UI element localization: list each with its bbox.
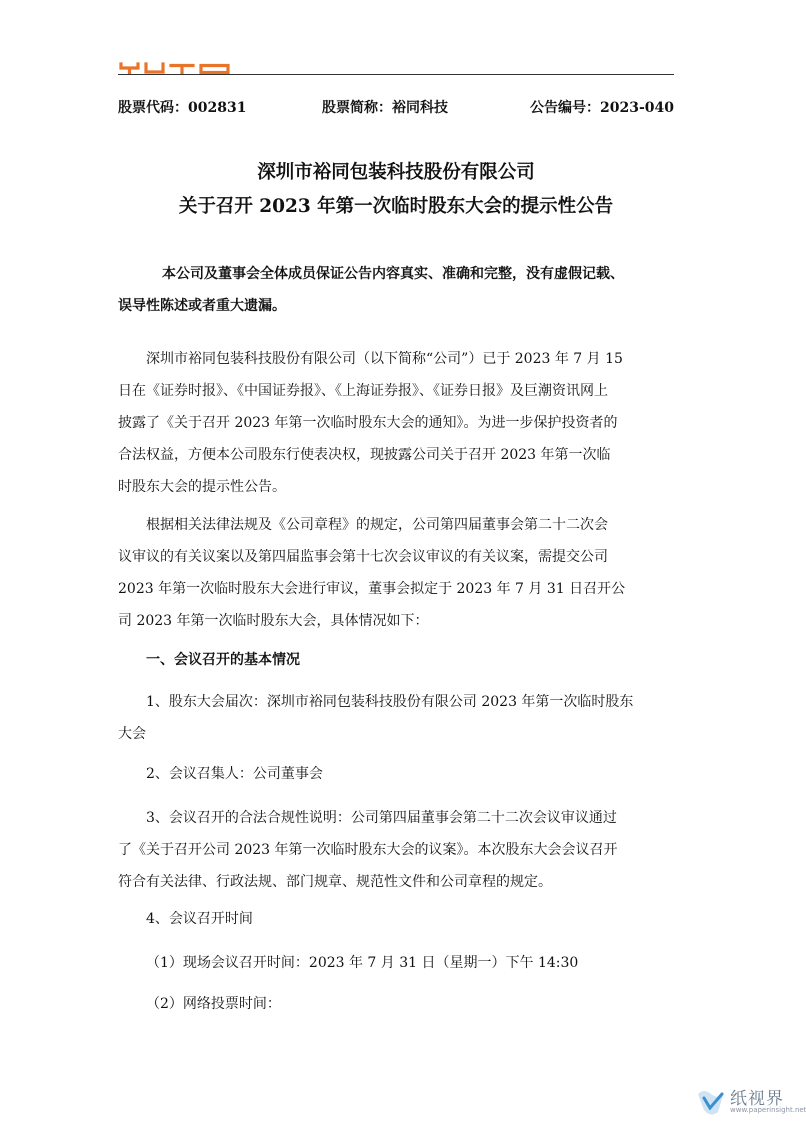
paragraph-line: 深圳市裕同包装科技股份有限公司（以下简称“公司”）已于 2023 年 7 月 15 — [146, 351, 623, 367]
item-line: 4、会议召开时间 — [146, 911, 253, 927]
item-line: 大会 — [118, 726, 146, 742]
item-line: （2）网络投票时间： — [146, 996, 281, 1012]
paragraph-line: 根据相关法律法规及《公司章程》的规定，公司第四届董事会第二十二次会 — [146, 517, 608, 533]
item-line: （1）现场会议召开时间：2023 年 7 月 31 日（星期一）下午 14:30 — [146, 955, 579, 971]
item-2 — [118, 758, 674, 790]
paragraph-line: 司 2023 年第一次临时股东大会，具体情况如下： — [118, 613, 429, 629]
item-4-1 — [118, 947, 674, 979]
header-rule — [118, 74, 674, 75]
section-heading-text: 一、会议召开的基本情况 — [146, 652, 300, 668]
item-line: 2、会议召集人：公司董事会 — [146, 766, 323, 782]
item-4 — [118, 903, 674, 935]
stock-code: 股票代码：002831 — [118, 100, 247, 116]
title-line-2: 关于召开 2023 年第一次临时股东大会的提示性公告 — [178, 196, 614, 217]
paragraph-line: 时股东大会的提示性公告。 — [118, 479, 286, 495]
paragraph-line: 2023 年第一次临时股东大会进行审议，董事会拟定于 2023 年 7 月 31 日召开公 — [118, 581, 626, 597]
notice-number: 公告编号：2023-040 — [530, 100, 674, 116]
company-logo — [118, 56, 232, 76]
watermark-text: 纸视界 — [730, 1089, 784, 1109]
statement-line: 本公司及董事会全体成员保证公告内容真实、准确和完整，没有虚假记载、 — [162, 266, 624, 282]
item-3 — [118, 802, 674, 898]
item-line: 1、股东大会届次：深圳市裕同包装科技股份有限公司 2023 年第一次临时股东 — [146, 694, 634, 710]
watermark-url: www.paperinsight.net — [730, 1106, 806, 1114]
watermark-logo-icon — [694, 1084, 728, 1118]
item-line: 3、会议召开的合法合规性说明：公司第四届董事会第二十二次会议审议通过 — [146, 810, 617, 826]
item-line: 符合有关法律、行政法规、部门规章、规范性文件和公司章程的规定。 — [118, 874, 552, 890]
section-heading — [118, 644, 674, 676]
watermark — [694, 1084, 806, 1120]
stock-name: 股票简称：裕同科技 — [322, 100, 448, 116]
notice-meta — [118, 97, 674, 117]
item-4-2 — [118, 988, 674, 1020]
paragraph-line: 合法权益，方便本公司股东行使表决权，现披露公司关于召开 2023 年第一次临 — [118, 447, 611, 463]
item-line: 了《关于召开公司 2023 年第一次临时股东大会的议案》。本次股东大会会议召开 — [118, 842, 618, 858]
paragraph-line: 议审议的有关议案以及第四届监事会第十七次会议审议的有关议案，需提交公司 — [118, 549, 608, 565]
item-1 — [118, 686, 674, 750]
paragraph-line: 日在《证券时报》、《中国证券报》、《上海证券报》、《证券日报》及巨潮资讯网上 — [118, 383, 608, 399]
statement — [118, 258, 674, 322]
statement-line: 误导性陈述或者重大遗漏。 — [118, 298, 286, 314]
paragraph-2 — [118, 509, 674, 637]
paragraph-line: 披露了《关于召开 2023 年第一次临时股东大会的通知》。为进一步保护投资者的 — [118, 415, 618, 431]
title-line-1: 深圳市裕同包装科技股份有限公司 — [257, 162, 535, 183]
paragraph-1 — [118, 343, 674, 503]
